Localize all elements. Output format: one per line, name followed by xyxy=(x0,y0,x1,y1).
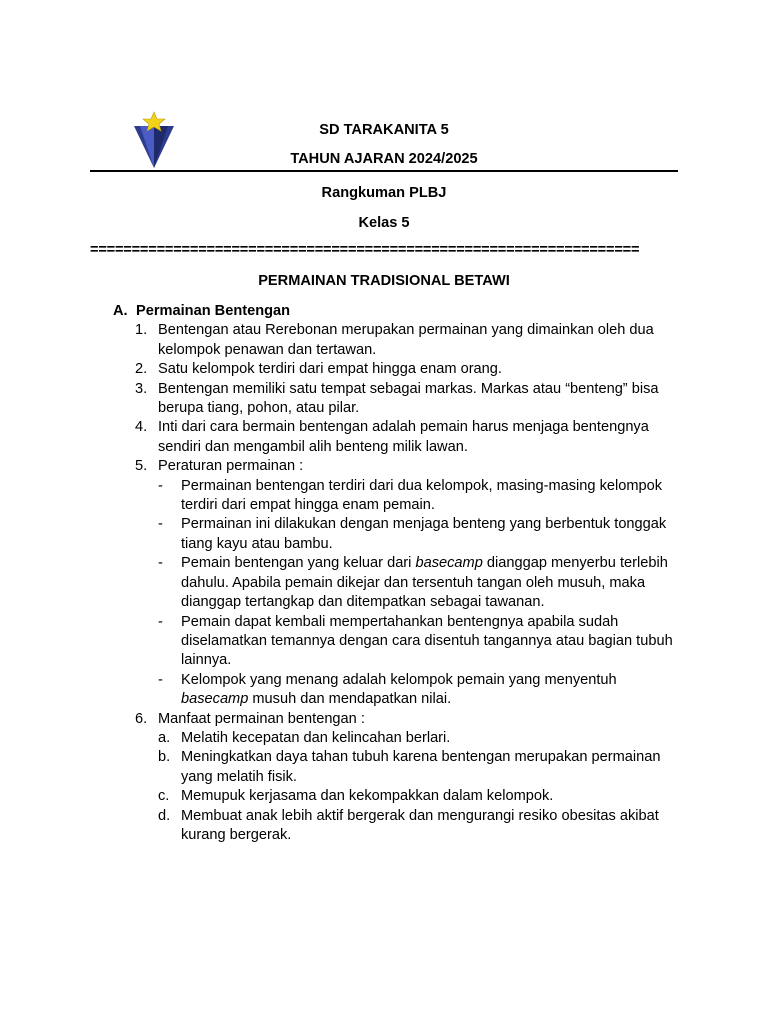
rule-item xyxy=(0,477,768,516)
rule-dash: - xyxy=(158,671,163,688)
item-text: Inti dari cara bermain bentengan adalah pemain harus menjaga bentengnya sendiri dan mengambil alih benteng milik lawan. xyxy=(158,419,649,455)
document-subject: Rangkuman PLBJ xyxy=(321,185,447,201)
rule-text-emphasis: basecamp xyxy=(181,691,249,708)
rule-item xyxy=(0,554,768,612)
benefit-text: Memupuk kerjasama dan kekompakkan dalam kelompok. xyxy=(181,788,554,805)
list-item xyxy=(0,380,768,419)
benefit-text: Membuat anak lebih aktif bergerak dan mengurangi resiko obesitas akibat kurang bergerak. xyxy=(181,807,659,843)
section-heading-text: Permainan Bentengan xyxy=(136,303,291,319)
list-item xyxy=(0,457,768,476)
item-number: 1. xyxy=(135,322,148,339)
item-text: Satu kelompok terdiri dari empat hingga enam orang. xyxy=(158,361,502,378)
rule-dash: - xyxy=(158,613,163,630)
list-item xyxy=(0,710,768,729)
rule-text-part: Pemain bentengan yang keluar dari xyxy=(181,555,416,572)
rule-text-part: Kelompok yang menang adalah kelompok pemain yang menyentuh xyxy=(181,671,617,688)
rule-text: Permainan ini dilakukan dengan menjaga benteng yang berbentuk tonggak tiang kayu atau bambu. xyxy=(181,516,667,552)
benefit-letter: a. xyxy=(158,729,171,746)
benefit-letter: d. xyxy=(158,807,171,824)
benefit-text: Melatih kecepatan dan kelincahan berlari. xyxy=(181,729,451,746)
list-item xyxy=(0,418,768,457)
item-number: 5. xyxy=(135,458,148,475)
rule-item xyxy=(0,613,768,671)
rule-dash: - xyxy=(158,516,163,533)
item-text: Peraturan permainan : xyxy=(158,458,304,475)
page-title: PERMAINAN TRADISIONAL BETAWI xyxy=(258,273,510,289)
benefit-item xyxy=(0,787,768,806)
rule-item xyxy=(0,515,768,554)
item-text: Bentengan memiliki satu tempat sebagai markas. Markas atau “benteng” bisa berupa tiang, pohon, atau pilar. xyxy=(158,380,659,417)
item-text: Manfaat permainan bentengan : xyxy=(158,710,365,727)
benefit-letter: b. xyxy=(158,749,171,766)
academic-year: TAHUN AJARAN 2024/2025 xyxy=(290,151,478,167)
header-divider xyxy=(90,170,678,172)
school-name: SD TARAKANITA 5 xyxy=(319,122,449,138)
rule-text-part: musuh dan mendapatkan nilai. xyxy=(248,691,452,708)
item-number: 4. xyxy=(135,419,148,436)
document-body xyxy=(0,302,768,845)
rule-text: Permainan bentengan terdiri dari dua kelompok, masing-masing kelompok terdiri dari empat hingga enam pemain. xyxy=(181,477,663,514)
grade-level: Kelas 5 xyxy=(358,215,410,231)
list-item xyxy=(0,360,768,379)
benefit-letter: c. xyxy=(158,788,170,805)
rule-text xyxy=(181,672,617,707)
benefit-text: Meningkatkan daya tahan tubuh karena bentengan merupakan permainan yang melatih fisik. xyxy=(181,749,661,785)
rule-text-part: dianggap menyerbu terlebih dahulu. Apabila pemain dikejar dan tersentuh tangan oleh musuh, maka dianggap tertangkap dan ditempatkan sebagai tawanan. xyxy=(181,555,668,611)
section-heading xyxy=(0,302,768,321)
rule-text xyxy=(181,555,668,610)
list-item xyxy=(0,321,768,360)
benefit-item xyxy=(0,729,768,748)
separator-line: ================================================================== xyxy=(90,242,640,258)
item-number: 2. xyxy=(135,361,148,378)
rule-text-emphasis: basecamp xyxy=(415,555,483,572)
item-number: 3. xyxy=(135,380,148,397)
rule-dash: - xyxy=(158,555,163,572)
rule-dash: - xyxy=(158,477,163,494)
benefit-item xyxy=(0,748,768,787)
benefit-item xyxy=(0,807,768,846)
item-text: Bentengan atau Rerebonan merupakan permainan yang dimainkan oleh dua kelompok penawan dan tertawan. xyxy=(158,322,654,358)
rule-text: Pemain dapat kembali mempertahankan bentengnya apabila sudah diselamatkan temannya dengan cara disentuh tangannya atau bagian tubuh lainnya. xyxy=(181,613,673,669)
item-number: 6. xyxy=(135,710,148,727)
section-marker: A. xyxy=(113,303,128,319)
rule-item xyxy=(0,671,768,710)
